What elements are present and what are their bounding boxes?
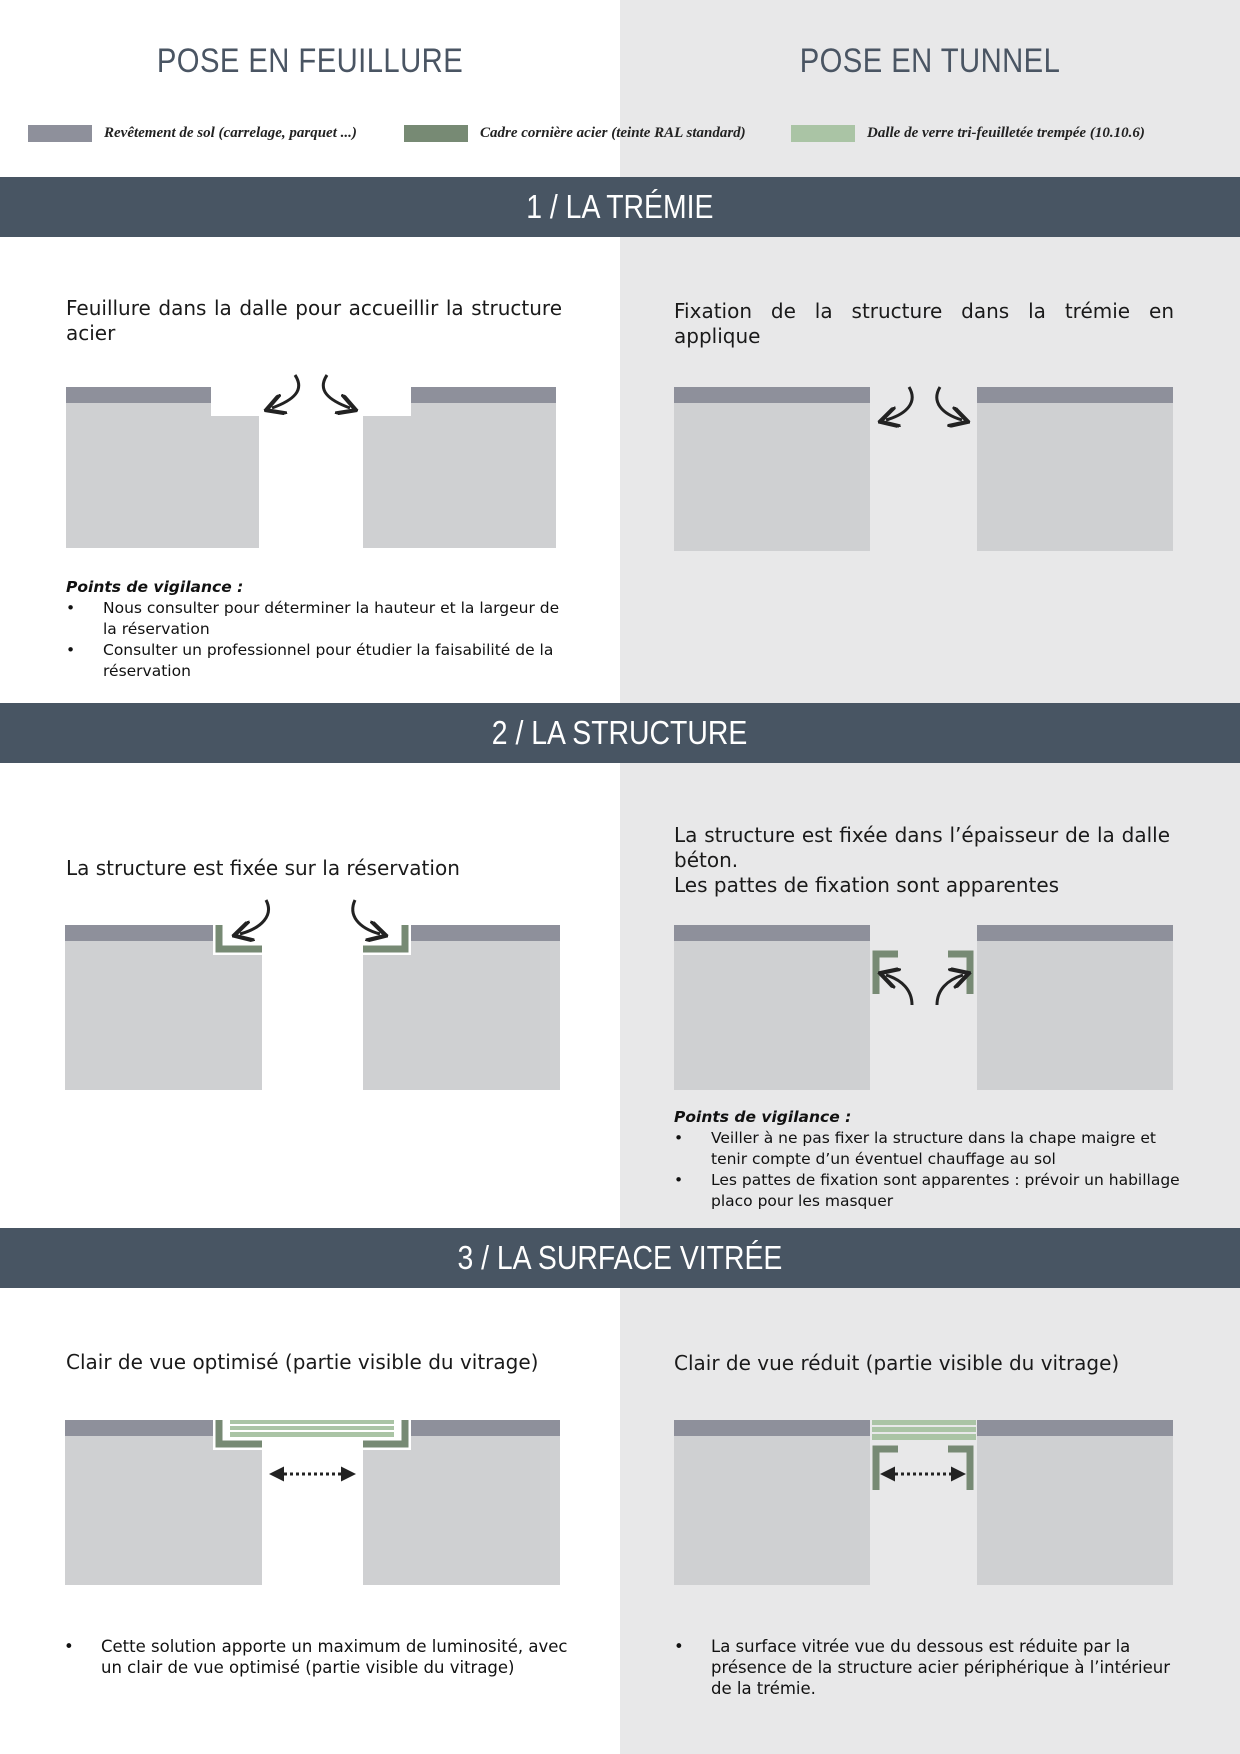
concrete-slab-right bbox=[977, 941, 1173, 1090]
curved-arrow-icon bbox=[886, 387, 912, 420]
curved-arrow-icon bbox=[886, 975, 912, 1005]
tremie-vigilance bbox=[66, 577, 562, 682]
concrete-slab-left bbox=[674, 1436, 870, 1585]
legend-label: Dalle de verre tri-feuilletée trempée (10.10.6) bbox=[867, 124, 1145, 141]
floor-covering bbox=[977, 1420, 1173, 1436]
left-column-title: POSE EN FEUILLURE bbox=[156, 42, 464, 80]
floor-covering bbox=[977, 925, 1173, 941]
section-title: 1 / LA TRÉMIE bbox=[526, 188, 714, 225]
tremie-left-text: Feuillure dans la dalle pour accueillir la structure acier bbox=[66, 296, 562, 345]
tremie-tunnel-diagram bbox=[674, 387, 1173, 551]
vigilance-title: Points de vigilance : bbox=[66, 578, 244, 596]
structure-right-text bbox=[674, 823, 1170, 898]
vigilance-title: Points de vigilance : bbox=[674, 1108, 852, 1126]
floor-covering bbox=[674, 1420, 870, 1436]
concrete-slab-left bbox=[674, 941, 870, 1090]
floor-covering bbox=[65, 925, 213, 941]
floor-covering bbox=[674, 925, 870, 941]
concrete-slab-right bbox=[363, 403, 556, 548]
floor-covering bbox=[411, 387, 556, 403]
vigilance-item: • Veiller à ne pas fixer la structure dans la chape maigre et tenir compte d’un éventuel chauffage au sol bbox=[674, 1128, 1186, 1170]
concrete-slab-left bbox=[674, 403, 870, 551]
steel-angle-frame bbox=[876, 1449, 898, 1490]
curved-arrow-icon bbox=[323, 375, 350, 408]
concrete-slab-right bbox=[363, 1436, 560, 1585]
steel-angle-frame bbox=[948, 954, 970, 994]
section-title: 2 / LA STRUCTURE bbox=[492, 714, 748, 751]
tremie-feuillure-diagram bbox=[66, 375, 556, 548]
surface-left-text: Clair de vue optimisé (partie visible du vitrage) bbox=[66, 1350, 539, 1374]
rebate-notch bbox=[211, 387, 259, 416]
concrete-slab-left bbox=[65, 941, 262, 1090]
curved-arrow-icon bbox=[937, 387, 962, 420]
concrete-slab-right bbox=[977, 1436, 1173, 1585]
floor-covering bbox=[977, 387, 1173, 403]
rebate-notch bbox=[363, 387, 411, 416]
glass-layer bbox=[230, 1432, 394, 1437]
structure-right-line-2: Les pattes de fixation sont apparentes bbox=[674, 873, 1060, 897]
curved-arrow-icon bbox=[937, 975, 963, 1005]
glass-layer bbox=[230, 1426, 394, 1430]
floor-covering bbox=[674, 387, 870, 403]
section-title: 3 / LA SURFACE VITRÉE bbox=[457, 1239, 783, 1276]
bullet-item: • Cette solution apporte un maximum de luminosité, avec un clair de vue optimisé (partie visible du vitrage) bbox=[64, 1636, 580, 1678]
right-column-title: POSE EN TUNNEL bbox=[799, 42, 1061, 80]
tremie-right-text: Fixation de la structure dans la trémie en applique bbox=[674, 299, 1174, 348]
vigilance-item: • Consulter un professionnel pour étudier la faisabilité de la réservation bbox=[66, 640, 562, 682]
surface-right-text: Clair de vue réduit (partie visible du vitrage) bbox=[674, 1351, 1120, 1375]
surface-feuillure-diagram bbox=[65, 1420, 560, 1585]
structure-feuillure-diagram bbox=[65, 900, 560, 1090]
vigilance-item: • Les pattes de fixation sont apparentes : prévoir un habillage placo pour les masquer bbox=[674, 1170, 1186, 1212]
structure-left-text: La structure est fixée sur la réservation bbox=[66, 856, 460, 880]
surface-right-bullets bbox=[674, 1636, 1190, 1699]
bullet-item: • La surface vitrée vue du dessous est réduite par la présence de la structure acier périphérique à l’intérieur de la trémie. bbox=[674, 1636, 1190, 1699]
floor-covering bbox=[66, 387, 211, 403]
surface-left-bullets bbox=[64, 1636, 580, 1678]
floor-covering bbox=[65, 1420, 213, 1436]
glass-layer bbox=[872, 1434, 976, 1440]
steel-angle-frame bbox=[948, 1449, 970, 1490]
floor-covering bbox=[411, 925, 560, 941]
structure-right-line-1: La structure est fixée dans l’épaisseur de la dalle béton. bbox=[674, 823, 1170, 872]
glass-layer bbox=[872, 1420, 976, 1425]
concrete-slab-left bbox=[66, 403, 259, 548]
curved-arrow-icon bbox=[272, 375, 299, 408]
glass-layer bbox=[872, 1427, 976, 1432]
surface-tunnel-diagram bbox=[674, 1420, 1173, 1585]
concrete-slab-right bbox=[363, 941, 560, 1090]
structure-tunnel-diagram bbox=[674, 925, 1173, 1090]
vigilance-item: • Nous consulter pour déterminer la hauteur et la largeur de la réservation bbox=[66, 598, 562, 640]
floor-covering bbox=[411, 1420, 560, 1436]
concrete-slab-left bbox=[65, 1436, 262, 1585]
glass-layer bbox=[230, 1420, 394, 1424]
concrete-slab-right bbox=[977, 403, 1173, 551]
legend-label: Revêtement de sol (carrelage, parquet ...) bbox=[104, 124, 357, 141]
legend-label: Cadre cornière acier (teinte RAL standard) bbox=[480, 124, 746, 141]
structure-vigilance bbox=[674, 1107, 1186, 1212]
